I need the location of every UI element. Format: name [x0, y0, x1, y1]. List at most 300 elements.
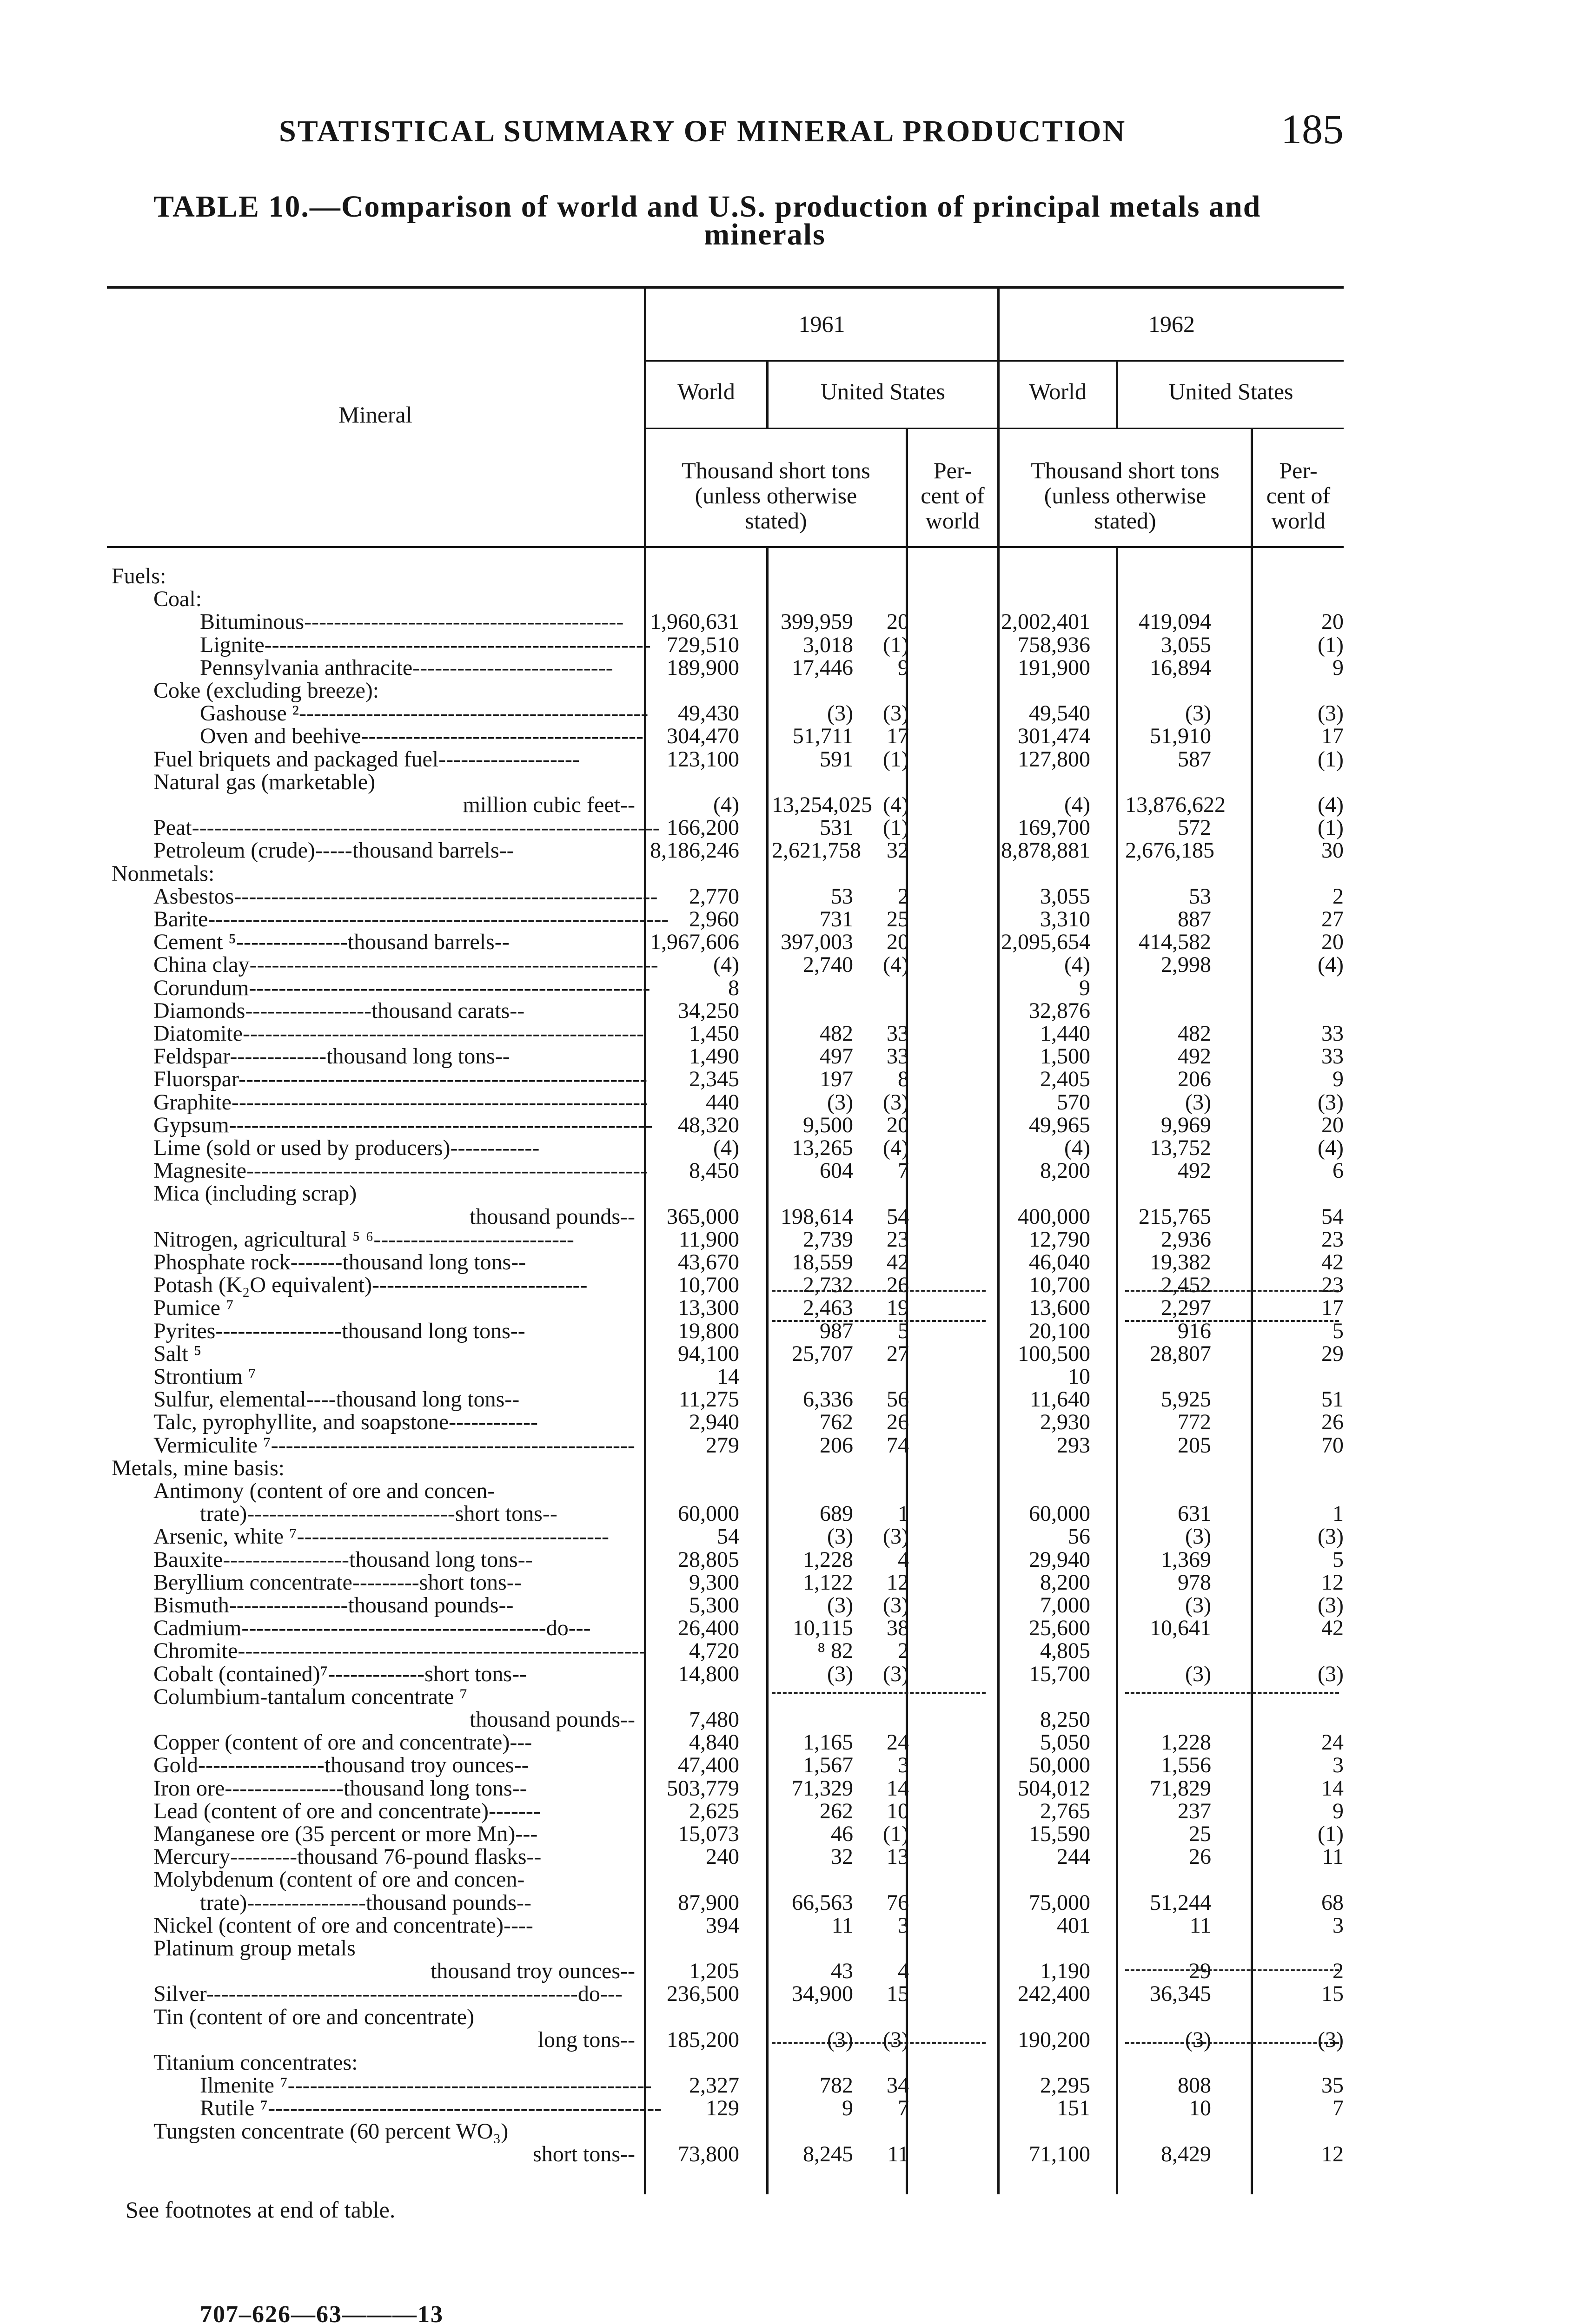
- value-cell: (4): [1318, 952, 1344, 977]
- value-cell: (3): [883, 2027, 909, 2052]
- mineral-name: Pennsylvania anthracite---------------------------: [200, 656, 613, 680]
- table-row: [107, 1251, 1344, 1274]
- table-row: [107, 1731, 1344, 1754]
- value-cell: 100,500: [1018, 1341, 1090, 1366]
- page-number: 185: [1281, 106, 1344, 152]
- table-row: [107, 1502, 1344, 1525]
- table-row: [107, 1617, 1344, 1640]
- mineral-name: million cubic feet--: [463, 793, 635, 817]
- table-row: [107, 2006, 1344, 2029]
- value-cell: 48,320: [678, 1112, 739, 1137]
- value-cell: 18,559: [792, 1250, 853, 1274]
- mineral-name: Peat---------------------------------------------------------------: [153, 816, 660, 840]
- value-cell: 26,400: [678, 1616, 739, 1641]
- value-cell: 262: [820, 1798, 853, 1823]
- value-cell: 11: [1189, 1913, 1211, 1938]
- value-cell: 14: [1321, 1776, 1344, 1801]
- value-cell: 23: [887, 1227, 909, 1252]
- table-row: [107, 862, 1344, 885]
- mineral-name: trate)----------------thousand pounds--: [200, 1891, 531, 1915]
- mineral-name: Platinum group metals: [153, 1937, 356, 1960]
- value-cell: (4): [883, 1136, 909, 1160]
- value-cell: 38: [887, 1616, 909, 1641]
- table-row: [107, 1663, 1344, 1686]
- value-cell: 127,800: [1018, 746, 1090, 772]
- mineral-name: Nickel (content of ore and concentrate)----: [153, 1914, 533, 1937]
- us-header: United States: [1168, 378, 1293, 404]
- mineral-name: Nitrogen, agricultural ⁵ ⁶---------------------------: [153, 1228, 574, 1251]
- value-cell: 4: [898, 1547, 909, 1572]
- mineral-name: Corundum------------------------------------------------------: [153, 976, 650, 1000]
- value-cell: 3: [898, 1753, 909, 1778]
- value-cell: 1,556: [1161, 1753, 1211, 1778]
- value-cell: (4): [713, 1136, 739, 1160]
- table-row: [107, 679, 1344, 702]
- mineral-name: thousand pounds--: [470, 1708, 635, 1731]
- value-cell: 87,900: [678, 1890, 739, 1915]
- mineral-name: Fuels:: [112, 565, 166, 588]
- mineral-name: Pyrites-----------------thousand long tons--: [153, 1319, 525, 1343]
- value-cell: 531: [820, 815, 853, 840]
- value-cell: 503,779: [667, 1776, 739, 1801]
- value-cell: 8: [728, 975, 739, 1000]
- mineral-name: Potash (K₂O equivalent)-----------------------------: [153, 1274, 588, 1297]
- value-cell: 2: [1332, 884, 1344, 909]
- caption-line-2: minerals: [704, 218, 826, 251]
- mineral-name: Asbestos---------------------------------------------------------: [153, 885, 658, 908]
- value-cell: 8,186,246: [650, 838, 739, 863]
- mineral-name: Nonmetals:: [112, 862, 215, 885]
- value-cell: 33: [887, 1044, 909, 1069]
- value-cell: 7: [1332, 2096, 1344, 2121]
- value-cell: 2,625: [689, 1798, 739, 1823]
- value-cell: 20: [887, 609, 909, 634]
- value-cell: (1): [1318, 1822, 1344, 1846]
- value-cell: 94,100: [678, 1341, 739, 1366]
- value-cell: (4): [1318, 792, 1344, 817]
- value-cell: 2,452: [1161, 1273, 1211, 1298]
- value-cell: (4): [1064, 1136, 1090, 1160]
- mineral-name: Oven and beehive--------------------------------------: [200, 725, 643, 748]
- value-cell: 236,500: [667, 1981, 739, 2007]
- value-cell: 17: [1321, 1295, 1344, 1320]
- value-cell: 2,621,758: [772, 838, 861, 863]
- value-cell: 11,275: [678, 1387, 739, 1412]
- table-row: [107, 999, 1344, 1023]
- value-cell: 2,739: [803, 1227, 853, 1252]
- mineral-name: Lime (sold or used by producers)------------: [153, 1136, 540, 1160]
- value-cell: 8,245: [803, 2141, 853, 2166]
- value-cell: 25: [887, 907, 909, 931]
- value-cell: 33: [1321, 1021, 1344, 1046]
- value-cell: 13,600: [1029, 1295, 1090, 1320]
- value-cell: 28,807: [1150, 1341, 1211, 1366]
- mineral-name: Lead (content of ore and concentrate)-------: [153, 1799, 541, 1823]
- value-cell: 9,300: [689, 1570, 739, 1595]
- table-row: [107, 1274, 1344, 1297]
- mineral-name: Gashouse ²-----------------------------------------------: [200, 702, 649, 726]
- value-cell: 1: [898, 1501, 909, 1526]
- value-cell: 19: [887, 1295, 909, 1320]
- value-cell: 2: [898, 1638, 909, 1664]
- value-cell: 34,900: [792, 1981, 853, 2007]
- value-cell: (1): [883, 746, 909, 772]
- value-cell: 7: [898, 1158, 909, 1183]
- mineral-name: Bauxite-----------------thousand long tons--: [153, 1548, 533, 1571]
- table-row: [107, 634, 1344, 657]
- value-cell: 197: [820, 1067, 853, 1092]
- value-cell: 8,250: [1040, 1707, 1090, 1732]
- value-cell: 9: [842, 2096, 853, 2121]
- value-cell: 15: [1321, 1981, 1344, 2007]
- table-row: [107, 748, 1344, 771]
- value-cell: 25: [1189, 1822, 1211, 1846]
- table-row: [107, 1320, 1344, 1343]
- value-cell: 1,165: [803, 1730, 853, 1755]
- unit-header-1962: Thousand short tons (unless otherwise stated): [1031, 457, 1220, 534]
- value-cell: 2,960: [689, 907, 739, 931]
- world-header: World: [1029, 378, 1087, 404]
- value-cell: 54: [1321, 1204, 1344, 1229]
- mineral-name: Magnesite------------------------------------------------------: [153, 1159, 648, 1183]
- table-row: [107, 1594, 1344, 1617]
- value-cell: 304,470: [667, 724, 739, 749]
- value-cell: 9,500: [803, 1112, 853, 1137]
- value-cell: (3): [883, 1089, 909, 1115]
- value-cell: 572: [1178, 815, 1211, 840]
- mineral-name: Coal:: [153, 588, 202, 611]
- value-cell: 8,200: [1040, 1570, 1090, 1595]
- value-cell: 123,100: [667, 746, 739, 772]
- table-row: [107, 771, 1344, 794]
- value-cell: 1,369: [1161, 1547, 1211, 1572]
- value-cell: 166,200: [667, 815, 739, 840]
- value-cell: 8,200: [1040, 1158, 1090, 1183]
- value-cell: 3,018: [803, 632, 853, 657]
- unit-header-1961: Thousand short tons (unless otherwise stated): [682, 457, 870, 534]
- value-cell: 1,205: [689, 1959, 739, 1984]
- table-row: [107, 1205, 1344, 1228]
- mineral-name: trate)----------------------------short tons--: [200, 1502, 557, 1526]
- value-cell: 365,000: [667, 1204, 739, 1229]
- value-cell: 19,800: [678, 1318, 739, 1343]
- value-cell: 25,600: [1029, 1616, 1090, 1641]
- table-row: [107, 1434, 1344, 1457]
- value-cell: 5: [1332, 1318, 1344, 1343]
- value-cell: 189,900: [667, 655, 739, 680]
- mineral-name: Bituminous-------------------------------------------: [200, 610, 624, 634]
- value-cell: 758,936: [1018, 632, 1090, 657]
- value-cell: 49,540: [1029, 701, 1090, 726]
- value-cell: (3): [1185, 701, 1211, 726]
- mineral-name: Fuel briquets and packaged fuel-------------------: [153, 747, 580, 771]
- value-cell: (1): [883, 632, 909, 657]
- value-cell: 46: [831, 1822, 853, 1846]
- value-cell: 10: [1068, 1364, 1090, 1389]
- value-cell: (3): [1185, 2027, 1211, 2052]
- value-cell: 74: [887, 1433, 909, 1458]
- mineral-name: Cadmium-----------------------------------------do---: [153, 1617, 591, 1640]
- value-cell: (4): [883, 952, 909, 977]
- table-row: [107, 1571, 1344, 1594]
- value-cell: 10: [1189, 2096, 1211, 2121]
- value-cell: 8,450: [689, 1158, 739, 1183]
- table-row: [107, 1914, 1344, 1937]
- value-cell: 56: [1068, 1524, 1090, 1549]
- value-cell: 397,003: [781, 930, 853, 955]
- mineral-name: Chromite-------------------------------------------------------: [153, 1639, 647, 1663]
- value-cell: 242,400: [1018, 1981, 1090, 2007]
- world-header: World: [677, 378, 735, 404]
- value-cell: 631: [1178, 1501, 1211, 1526]
- value-cell: 482: [820, 1021, 853, 1046]
- mineral-name: Graphite--------------------------------------------------------: [153, 1090, 648, 1114]
- value-cell: 26: [887, 1273, 909, 1298]
- value-cell: 301,474: [1018, 724, 1090, 749]
- value-cell: (3): [1318, 1524, 1344, 1549]
- value-cell: 279: [706, 1433, 739, 1458]
- table-row: [107, 1868, 1344, 1891]
- value-cell: (1): [1318, 632, 1344, 657]
- mineral-name: Gypsum---------------------------------------------------------: [153, 1113, 653, 1137]
- mineral-name: Vermiculite ⁷-------------------------------------------------: [153, 1433, 635, 1457]
- value-cell: 26: [1189, 1844, 1211, 1869]
- value-cell: 205: [1178, 1433, 1211, 1458]
- value-cell: 30: [1321, 838, 1344, 863]
- value-cell: 1,567: [803, 1753, 853, 1778]
- value-cell: 23: [1321, 1273, 1344, 1298]
- mineral-name: Fluorspar-------------------------------------------------------: [153, 1068, 648, 1091]
- value-cell: 14,800: [678, 1661, 739, 1686]
- value-cell: 808: [1178, 2073, 1211, 2098]
- value-cell: (3): [1318, 1593, 1344, 1618]
- table-row: [107, 1045, 1344, 1068]
- value-cell: 2,940: [689, 1410, 739, 1435]
- table-row: [107, 1022, 1344, 1045]
- table-row: [107, 610, 1344, 634]
- value-cell: 9,969: [1161, 1112, 1211, 1137]
- value-cell: (3): [1185, 1661, 1211, 1686]
- value-cell: (3): [827, 2027, 853, 2052]
- table-row: [107, 1114, 1344, 1137]
- mineral-name: Bismuth----------------thousand pounds--: [153, 1594, 514, 1617]
- year-rule: [645, 360, 1344, 362]
- value-cell: 10,700: [1029, 1273, 1090, 1298]
- value-cell: 6: [1332, 1158, 1344, 1183]
- mineral-name: Copper (content of ore and concentrate)---: [153, 1731, 532, 1755]
- value-cell: 2,345: [689, 1067, 739, 1092]
- value-cell: 24: [887, 1730, 909, 1755]
- table-row: [107, 1777, 1344, 1800]
- mineral-header: Mineral: [338, 402, 412, 428]
- table-row: [107, 1388, 1344, 1411]
- value-cell: 2,676,185: [1125, 838, 1214, 863]
- value-cell: 20: [887, 930, 909, 955]
- value-cell: 10,700: [678, 1273, 739, 1298]
- value-cell: 2,095,654: [1001, 930, 1090, 955]
- mineral-name: Salt ⁵: [153, 1342, 202, 1366]
- value-cell: 1,500: [1040, 1044, 1090, 1069]
- table-row: [107, 2120, 1344, 2143]
- value-cell: (3): [1185, 1524, 1211, 1549]
- value-cell: 2: [898, 884, 909, 909]
- value-cell: 75,000: [1029, 1890, 1090, 1915]
- mineral-name: short tons--: [533, 2142, 635, 2166]
- value-cell: 8,878,881: [1001, 838, 1090, 863]
- table-row: [107, 977, 1344, 1000]
- value-cell: 206: [820, 1433, 853, 1458]
- value-cell: 26: [887, 1410, 909, 1435]
- value-cell: 293: [1057, 1433, 1090, 1458]
- mineral-name: Coke (excluding breeze):: [153, 679, 379, 702]
- table-row: [107, 1228, 1344, 1251]
- value-cell: 6,336: [803, 1387, 853, 1412]
- value-cell: 3: [1332, 1913, 1344, 1938]
- value-cell: 729,510: [667, 632, 739, 657]
- value-cell: ⁸ 82: [817, 1638, 853, 1664]
- value-cell: 1,440: [1040, 1021, 1090, 1046]
- table-row: [107, 1960, 1344, 1983]
- value-cell: 185,200: [667, 2027, 739, 2052]
- mineral-name: Rutile ⁷-----------------------------------------------------: [200, 2097, 662, 2120]
- value-cell: 23: [1321, 1227, 1344, 1252]
- mineral-name: Antimony (content of ore and concen-: [153, 1479, 495, 1503]
- value-cell: 440: [706, 1089, 739, 1115]
- value-cell: 66,563: [792, 1890, 853, 1915]
- subhead-rule: [645, 428, 1344, 429]
- table-row: [107, 2028, 1344, 2052]
- value-cell: 32: [887, 838, 909, 863]
- table-caption: [107, 190, 1344, 251]
- value-cell: 25,707: [792, 1341, 853, 1366]
- mineral-name: Diatomite------------------------------------------------------: [153, 1022, 644, 1045]
- mineral-name: Strontium ⁷: [153, 1365, 256, 1388]
- value-cell: 54: [717, 1524, 739, 1549]
- table-row: [107, 931, 1344, 954]
- value-cell: 1,967,606: [650, 930, 739, 955]
- table-row: [107, 1342, 1344, 1366]
- value-cell: 7: [898, 2096, 909, 2121]
- value-cell: 604: [820, 1158, 853, 1183]
- value-cell: 13,752: [1150, 1136, 1211, 1160]
- value-cell: 13,254,025: [772, 792, 872, 817]
- mineral-name: Ilmenite ⁷-------------------------------------------------: [200, 2074, 652, 2098]
- table-row: [107, 2097, 1344, 2120]
- mineral-name: Natural gas (marketable): [153, 770, 376, 794]
- running-header: [107, 106, 1344, 165]
- value-cell: 20: [1321, 609, 1344, 634]
- value-cell: 190,200: [1018, 2027, 1090, 2052]
- table-row: [107, 1159, 1344, 1182]
- mineral-name: Cobalt (contained)⁷-------------short tons--: [153, 1662, 527, 1686]
- table-row: [107, 588, 1344, 611]
- mineral-name: Tungsten concentrate (60 percent WO₃): [153, 2119, 509, 2143]
- value-cell: 169,700: [1018, 815, 1090, 840]
- value-cell: 399,959: [781, 609, 853, 634]
- value-cell: 68: [1321, 1890, 1344, 1915]
- value-cell: 73,800: [678, 2141, 739, 2166]
- value-cell: 70: [1321, 1433, 1344, 1458]
- value-cell: 2: [1332, 1959, 1344, 1984]
- mineral-name: Metals, mine basis:: [112, 1456, 285, 1480]
- top-rule: [107, 286, 1344, 289]
- value-cell: 32: [831, 1844, 853, 1869]
- value-cell: 33: [887, 1021, 909, 1046]
- table-row: [107, 1182, 1344, 1205]
- value-cell: 35: [1321, 2073, 1344, 2098]
- value-cell: 24: [1321, 1730, 1344, 1755]
- value-cell: 591: [820, 746, 853, 772]
- value-cell: (4): [1064, 792, 1090, 817]
- table-row: [107, 839, 1344, 862]
- value-cell: 51,910: [1150, 724, 1211, 749]
- value-cell: 570: [1057, 1089, 1090, 1115]
- mineral-name: Silver--------------------------------------------------do---: [153, 1982, 623, 2006]
- value-cell: (3): [827, 1089, 853, 1115]
- table-row: [107, 2074, 1344, 2097]
- mineral-name: Sulfur, elemental----thousand long tons--: [153, 1388, 520, 1412]
- percent-header-1961: Per- cent of world: [921, 457, 985, 534]
- value-cell: 4,805: [1040, 1638, 1090, 1664]
- table-row: [107, 725, 1344, 748]
- value-cell: 978: [1178, 1570, 1211, 1595]
- value-cell: (3): [1185, 1089, 1211, 1115]
- table-row: [107, 1365, 1344, 1388]
- value-cell: (1): [1318, 815, 1344, 840]
- value-cell: 2,770: [689, 884, 739, 909]
- value-cell: (4): [883, 792, 909, 817]
- mineral-name: Lignite----------------------------------------------------: [200, 633, 651, 657]
- mineral-name: Titanium concentrates:: [153, 2051, 358, 2074]
- value-cell: 587: [1178, 746, 1211, 772]
- value-cell: 1,450: [689, 1021, 739, 1046]
- value-cell: 2,295: [1040, 2073, 1090, 2098]
- value-cell: 32,876: [1029, 998, 1090, 1023]
- value-cell: 10: [887, 1798, 909, 1823]
- value-cell: 17: [1321, 724, 1344, 749]
- header-bottom-rule: [107, 546, 1344, 548]
- value-cell: 9: [898, 655, 909, 680]
- value-cell: 2,002,401: [1001, 609, 1090, 634]
- value-cell: 11: [887, 2141, 909, 2166]
- value-cell: (3): [883, 1524, 909, 1549]
- value-cell: 4,720: [689, 1638, 739, 1664]
- value-cell: 20,100: [1029, 1318, 1090, 1343]
- value-cell: 49,965: [1029, 1112, 1090, 1137]
- value-cell: 731: [820, 907, 853, 931]
- value-cell: 43,670: [678, 1250, 739, 1274]
- value-cell: 482: [1178, 1021, 1211, 1046]
- value-cell: (4): [1318, 1136, 1344, 1160]
- table-row: [107, 1411, 1344, 1434]
- mineral-name: Talc, pyrophyllite, and soapstone------------: [153, 1411, 538, 1434]
- mineral-name: Molybdenum (content of ore and concen-: [153, 1868, 525, 1892]
- value-cell: 15,700: [1029, 1661, 1090, 1686]
- table-row: [107, 1479, 1344, 1503]
- table-row: [107, 1708, 1344, 1731]
- value-cell: (4): [713, 792, 739, 817]
- value-cell: 151: [1057, 2096, 1090, 2121]
- value-cell: 26: [1321, 1410, 1344, 1435]
- value-cell: 17,446: [792, 655, 853, 680]
- value-cell: 9: [1332, 1067, 1344, 1092]
- value-cell: 401: [1057, 1913, 1090, 1938]
- value-cell: 71,829: [1150, 1776, 1211, 1801]
- value-cell: 42: [1321, 1616, 1344, 1641]
- value-cell: (3): [1318, 1661, 1344, 1686]
- mineral-name: Feldspar-------------thousand long tons--: [153, 1045, 510, 1069]
- value-cell: 51: [1321, 1387, 1344, 1412]
